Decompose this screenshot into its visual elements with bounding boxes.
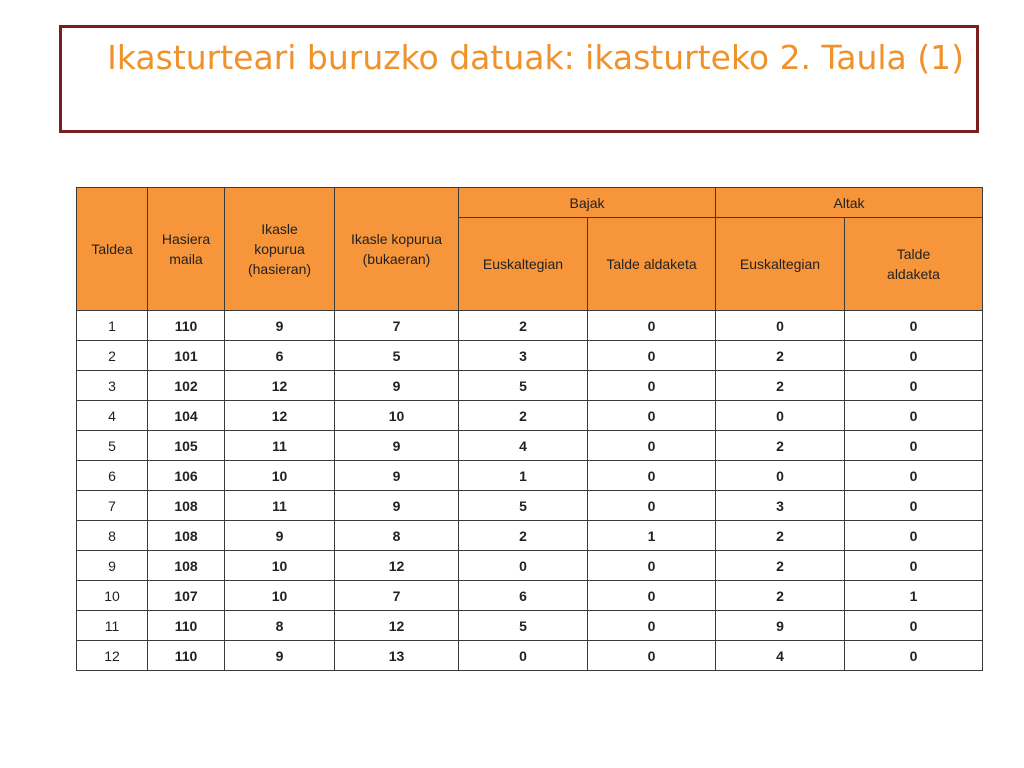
table-row: [77, 521, 983, 551]
cell-hasiera-maila: 110: [148, 641, 225, 671]
cell-ikasle-bukaeran: 5: [335, 341, 459, 371]
cell-ikasle-bukaeran: 9: [335, 461, 459, 491]
header-hasiera-maila: Hasiera maila: [148, 188, 225, 311]
cell-altak-talde-aldaketa: 0: [845, 461, 983, 491]
cell-bajak-euskaltegian: 3: [459, 341, 588, 371]
cell-bajak-euskaltegian: 0: [459, 551, 588, 581]
header-altak-talde-aldaketa: Talde aldaketa: [845, 218, 983, 311]
cell-altak-talde-aldaketa: 1: [845, 581, 983, 611]
cell-hasiera-maila: 108: [148, 491, 225, 521]
cell-altak-talde-aldaketa: 0: [845, 551, 983, 581]
cell-hasiera-maila: 107: [148, 581, 225, 611]
cell-ikasle-bukaeran: 7: [335, 311, 459, 341]
cell-ikasle-bukaeran: 12: [335, 611, 459, 641]
table-row: [77, 431, 983, 461]
cell-bajak-euskaltegian: 5: [459, 491, 588, 521]
cell-bajak-talde-aldaketa: 0: [588, 371, 716, 401]
cell-ikasle-hasieran: 11: [225, 431, 335, 461]
cell-taldea: 9: [77, 551, 148, 581]
cell-ikasle-bukaeran: 12: [335, 551, 459, 581]
cell-bajak-talde-aldaketa: 0: [588, 641, 716, 671]
cell-hasiera-maila: 108: [148, 521, 225, 551]
cell-taldea: 8: [77, 521, 148, 551]
cell-bajak-talde-aldaketa: 0: [588, 401, 716, 431]
cell-bajak-euskaltegian: 2: [459, 521, 588, 551]
cell-taldea: 7: [77, 491, 148, 521]
cell-bajak-euskaltegian: 2: [459, 401, 588, 431]
cell-altak-talde-aldaketa: 0: [845, 341, 983, 371]
cell-altak-euskaltegian: 9: [716, 611, 845, 641]
cell-taldea: 6: [77, 461, 148, 491]
cell-hasiera-maila: 110: [148, 311, 225, 341]
cell-ikasle-hasieran: 11: [225, 491, 335, 521]
cell-altak-talde-aldaketa: 0: [845, 611, 983, 641]
table-row: [77, 371, 983, 401]
cell-ikasle-bukaeran: 9: [335, 431, 459, 461]
header-bajak-euskaltegian: Euskaltegian: [459, 218, 588, 311]
cell-taldea: 5: [77, 431, 148, 461]
cell-hasiera-maila: 110: [148, 611, 225, 641]
cell-bajak-talde-aldaketa: 0: [588, 581, 716, 611]
cell-ikasle-bukaeran: 9: [335, 491, 459, 521]
cell-altak-talde-aldaketa: 0: [845, 371, 983, 401]
cell-bajak-euskaltegian: 1: [459, 461, 588, 491]
cell-altak-euskaltegian: 3: [716, 491, 845, 521]
table-header: [77, 188, 983, 311]
cell-bajak-talde-aldaketa: 0: [588, 431, 716, 461]
cell-bajak-talde-aldaketa: 0: [588, 311, 716, 341]
header-bajak-talde-aldaketa: Talde aldaketa: [588, 218, 716, 311]
cell-hasiera-maila: 105: [148, 431, 225, 461]
cell-altak-euskaltegian: 2: [716, 341, 845, 371]
cell-ikasle-bukaeran: 10: [335, 401, 459, 431]
header-ikasle-hasieran: Ikasle kopurua (hasieran): [225, 188, 335, 311]
cell-altak-euskaltegian: 0: [716, 401, 845, 431]
cell-hasiera-maila: 106: [148, 461, 225, 491]
cell-bajak-euskaltegian: 5: [459, 611, 588, 641]
cell-altak-talde-aldaketa: 0: [845, 311, 983, 341]
cell-ikasle-bukaeran: 7: [335, 581, 459, 611]
table-row: [77, 401, 983, 431]
cell-ikasle-hasieran: 6: [225, 341, 335, 371]
table-row: [77, 491, 983, 521]
cell-bajak-talde-aldaketa: 0: [588, 611, 716, 641]
cell-ikasle-hasieran: 12: [225, 371, 335, 401]
cell-ikasle-hasieran: 10: [225, 461, 335, 491]
cell-bajak-euskaltegian: 5: [459, 371, 588, 401]
header-ikasle-bukaeran: Ikasle kopurua (bukaeran): [335, 188, 459, 311]
cell-altak-euskaltegian: 2: [716, 371, 845, 401]
cell-altak-euskaltegian: 4: [716, 641, 845, 671]
cell-taldea: 2: [77, 341, 148, 371]
cell-hasiera-maila: 101: [148, 341, 225, 371]
cell-altak-euskaltegian: 2: [716, 551, 845, 581]
cell-altak-talde-aldaketa: 0: [845, 641, 983, 671]
table-row: [77, 551, 983, 581]
cell-taldea: 11: [77, 611, 148, 641]
cell-hasiera-maila: 108: [148, 551, 225, 581]
cell-bajak-euskaltegian: 4: [459, 431, 588, 461]
cell-taldea: 1: [77, 311, 148, 341]
header-altak-euskaltegian: Euskaltegian: [716, 218, 845, 311]
header-altak: Altak: [716, 188, 983, 218]
data-table: [76, 187, 983, 671]
cell-ikasle-bukaeran: 9: [335, 371, 459, 401]
cell-altak-euskaltegian: 2: [716, 581, 845, 611]
cell-bajak-talde-aldaketa: 1: [588, 521, 716, 551]
cell-taldea: 10: [77, 581, 148, 611]
cell-ikasle-hasieran: 9: [225, 311, 335, 341]
cell-bajak-talde-aldaketa: 0: [588, 461, 716, 491]
cell-hasiera-maila: 102: [148, 371, 225, 401]
table-row: [77, 611, 983, 641]
cell-altak-euskaltegian: 2: [716, 521, 845, 551]
cell-taldea: 4: [77, 401, 148, 431]
cell-altak-euskaltegian: 0: [716, 461, 845, 491]
cell-bajak-euskaltegian: 2: [459, 311, 588, 341]
table-row: [77, 641, 983, 671]
cell-taldea: 3: [77, 371, 148, 401]
table-body: [77, 311, 983, 671]
table-row: [77, 581, 983, 611]
cell-bajak-talde-aldaketa: 0: [588, 341, 716, 371]
cell-hasiera-maila: 104: [148, 401, 225, 431]
cell-ikasle-hasieran: 10: [225, 581, 335, 611]
table-row: [77, 311, 983, 341]
cell-altak-talde-aldaketa: 0: [845, 521, 983, 551]
header-bajak: Bajak: [459, 188, 716, 218]
title-frame: [59, 25, 979, 133]
cell-ikasle-bukaeran: 13: [335, 641, 459, 671]
cell-ikasle-hasieran: 12: [225, 401, 335, 431]
cell-taldea: 12: [77, 641, 148, 671]
cell-altak-talde-aldaketa: 0: [845, 401, 983, 431]
page-title: Ikasturteari buruzko datuak: ikasturteko 2. Taula (1): [107, 38, 964, 77]
cell-bajak-talde-aldaketa: 0: [588, 551, 716, 581]
cell-ikasle-hasieran: 9: [225, 641, 335, 671]
cell-bajak-euskaltegian: 0: [459, 641, 588, 671]
cell-altak-talde-aldaketa: 0: [845, 491, 983, 521]
cell-ikasle-hasieran: 9: [225, 521, 335, 551]
table-row: [77, 341, 983, 371]
header-taldea: Taldea: [77, 188, 148, 311]
cell-altak-euskaltegian: 0: [716, 311, 845, 341]
cell-bajak-euskaltegian: 6: [459, 581, 588, 611]
cell-ikasle-hasieran: 8: [225, 611, 335, 641]
cell-altak-euskaltegian: 2: [716, 431, 845, 461]
cell-ikasle-bukaeran: 8: [335, 521, 459, 551]
cell-ikasle-hasieran: 10: [225, 551, 335, 581]
table-row: [77, 461, 983, 491]
cell-bajak-talde-aldaketa: 0: [588, 491, 716, 521]
cell-altak-talde-aldaketa: 0: [845, 431, 983, 461]
